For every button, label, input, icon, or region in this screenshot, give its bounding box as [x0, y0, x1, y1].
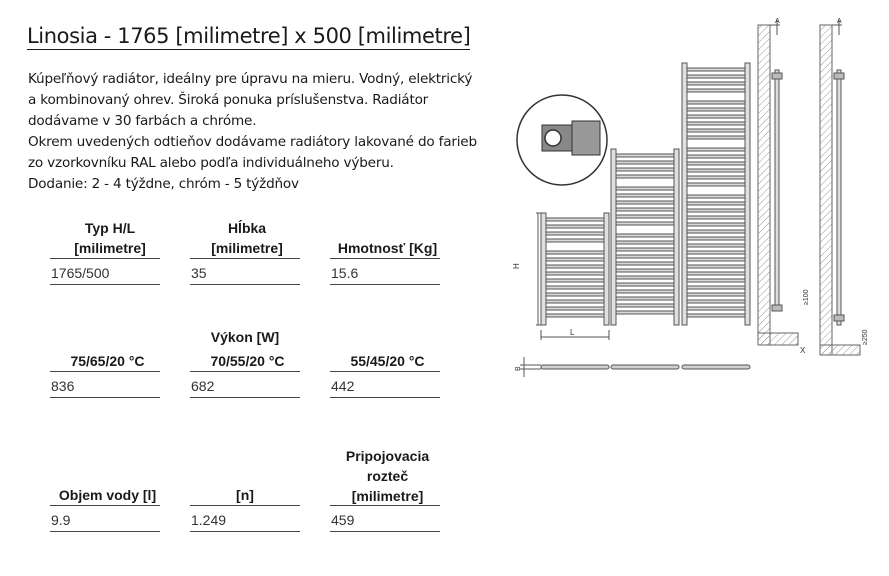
label-wall-a: A — [775, 18, 780, 25]
page-title: Linosia - 1765 [milimetre] x 500 [milimetre] — [27, 24, 471, 48]
value-type: 1765/500 — [51, 265, 110, 281]
product-description — [28, 69, 508, 195]
header-line: [n] — [236, 487, 254, 503]
radiator-medium — [611, 149, 679, 325]
description-line: Dodanie: 2 - 4 týždne, chróm - 5 týždňov — [28, 176, 299, 192]
divider — [190, 284, 300, 285]
technical-drawing — [510, 15, 880, 385]
divider — [190, 531, 300, 532]
description-line: Kúpeľňový radiátor, ideálny pre úpravu na mieru. Vodný, elektrický — [28, 71, 473, 87]
divider — [330, 531, 440, 532]
header-line: rozteč — [366, 468, 409, 484]
header-line: Hmotnosť [Kg] — [337, 240, 438, 256]
header-type — [55, 218, 165, 258]
label-min-250: ≥250 — [862, 329, 869, 345]
side-view-floor — [820, 20, 860, 355]
side-view-wall — [758, 20, 798, 345]
label-height: H — [512, 263, 521, 269]
value-water-volume: 9.9 — [51, 512, 71, 528]
header-weight — [330, 238, 445, 258]
label-min-100: ≥100 — [803, 289, 810, 305]
header-line: Objem vody [l] — [58, 487, 157, 503]
divider — [330, 371, 440, 372]
value-output-70: 682 — [191, 378, 215, 394]
description-line: a kombinovaný ohrev. Široká ponuka príslušenstva. Radiátor — [28, 92, 429, 108]
label-depth: B — [515, 366, 522, 371]
top-view — [520, 357, 750, 377]
header-line: [milimetre] — [74, 240, 146, 256]
header-output-55: 55/45/20 °C — [350, 353, 425, 369]
divider — [330, 505, 440, 506]
label-offset: X — [800, 346, 806, 355]
divider — [50, 531, 160, 532]
divider — [50, 258, 160, 259]
value-weight: 15.6 — [331, 265, 359, 281]
description-line: zo vzorkovníku RAL alebo podľa individuálneho výberu. — [28, 155, 394, 171]
divider — [190, 371, 300, 372]
description-line: Okrem uvedených odtieňov dodávame radiátory lakované do farieb — [28, 134, 477, 150]
divider — [190, 258, 300, 259]
divider — [330, 258, 440, 259]
value-connection-spacing: 459 — [331, 512, 355, 528]
header-n — [190, 485, 300, 505]
divider — [190, 397, 300, 398]
value-output-75: 836 — [51, 378, 75, 394]
divider — [50, 284, 160, 285]
value-output-55: 442 — [331, 378, 355, 394]
value-depth: 35 — [191, 265, 207, 281]
header-water-volume — [50, 485, 165, 505]
description-line: dodávame v 30 farbách a chróme. — [28, 113, 257, 129]
divider — [50, 371, 160, 372]
radiator-tall — [682, 63, 750, 325]
header-line: [milimetre] — [351, 488, 424, 504]
output-group-label: Výkon [W] — [210, 329, 280, 345]
label-wall-a-2: A — [837, 18, 842, 25]
header-line: Typ H/L — [84, 220, 136, 236]
radiator-small — [536, 213, 609, 340]
header-output-70: 70/55/20 °C — [210, 353, 285, 369]
divider — [330, 397, 440, 398]
value-n: 1.249 — [191, 512, 227, 528]
divider — [330, 284, 440, 285]
header-connection-spacing — [330, 446, 445, 506]
divider — [190, 505, 300, 506]
header-depth — [192, 218, 302, 258]
header-line: Pripojovacia — [345, 448, 430, 464]
label-length: L — [570, 328, 575, 337]
header-line: Hĺbka — [227, 220, 267, 236]
divider — [50, 505, 160, 506]
header-output-75: 75/65/20 °C — [70, 353, 145, 369]
divider — [50, 397, 160, 398]
header-line: [milimetre] — [211, 240, 283, 256]
connection-detail-circle — [517, 95, 607, 185]
